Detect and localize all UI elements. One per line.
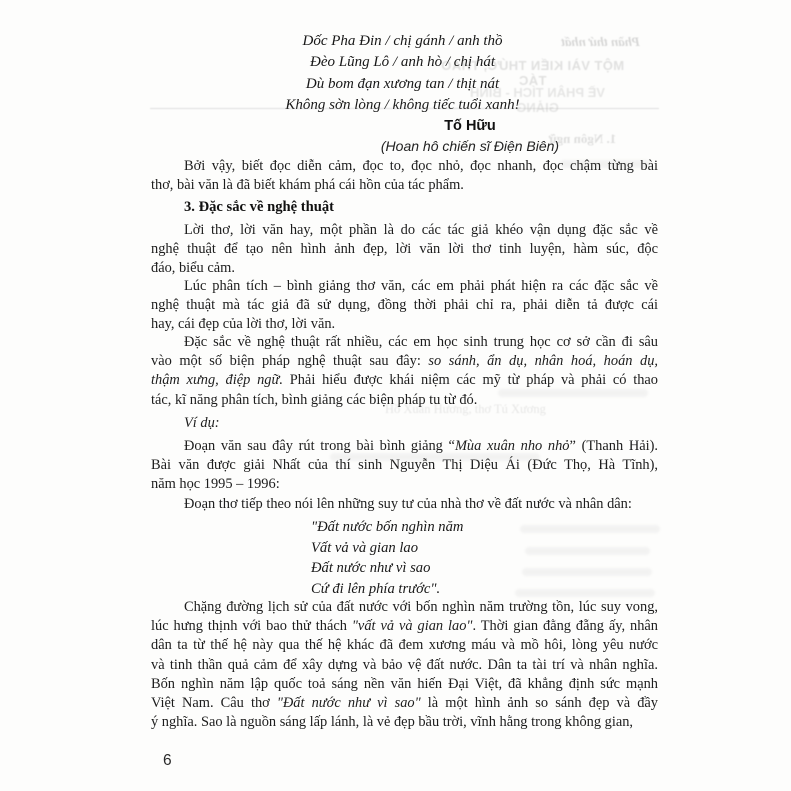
text-line: vào một số biện pháp nghệ thuật sau đây: so sánh, ẩn dụ, nhân hoá, hoán dụ,: [151, 353, 658, 370]
paragraph-luc-phan-tich: [151, 277, 658, 335]
paragraph-doc-dien-cam: [151, 157, 658, 195]
text-line: Việt Nam. Câu thơ "Đất nước như vì sao" là một hình ảnh so sánh đẹp và đầy: [151, 695, 659, 712]
text-line: năm học 1995 – 1996:: [151, 476, 280, 493]
text-line: nghệ thuật mà tác giả đã sử dụng, đồng thời phải chỉ ra, phải diễn tả được cái: [151, 297, 658, 314]
quoted-stanza: [311, 517, 571, 599]
text-line: lúc hưng thịnh với bao thử thách "vất vả và gian lao". Thời gian đằng đẵng ấy, nhân: [151, 618, 658, 635]
poem-line: Dù bom đạn xương tan / thịt nát: [305, 75, 500, 92]
bleedthrough-part-label: Phần thứ nhất: [561, 34, 640, 49]
poem-line: Không sờn lòng / không tiếc tuổi xanh!: [285, 97, 520, 114]
poem-excerpt: [150, 31, 655, 117]
text-line: Lời thơ, lời văn hay, một phần là do các tác giả khéo vận dụng đặc sắc về: [184, 222, 658, 238]
text-line: Bốn nghìn năm lập quốc toả sáng nền văn hiến Đại Việt, đã khẳng định sức mạnh: [151, 675, 658, 692]
heading-text: 3. Đặc sắc về nghệ thuật: [184, 199, 334, 215]
text-line: Đoạn văn sau đây rút trong bài bình giảng “Mùa xuân nho nhỏ” (Thanh Hải).: [184, 438, 658, 454]
text-line: tác, kĩ năng phân tích, bình giảng các biện pháp tu từ đó.: [151, 391, 478, 408]
text-line: Bởi vậy, biết đọc diễn cảm, đọc to, đọc nhỏ, đọc nhanh, đọc chậm từng bài: [184, 158, 658, 174]
page-number: 6: [163, 752, 172, 769]
source-title: (Hoan hô chiến sĩ Điện Biên): [380, 138, 560, 154]
bleedthrough-section-label: 1. Ngôn ngữ: [548, 131, 617, 146]
text-line: ý nghĩa. Sao là nguồn sáng lấp lánh, là vẻ đẹp bầu trời, vĩnh hằng trong không gian,: [151, 714, 634, 731]
text-line: Bài văn được giải Nhất của thí sinh Nguyễn Thị Diệu Ái (Đức Thọ, Hà Tĩnh),: [151, 457, 658, 474]
paragraph-chang-duong: [151, 598, 658, 732]
text-line: Đoạn thơ tiếp theo nói lên những suy tư của nhà thơ về đất nước và nhân dân:: [184, 496, 632, 512]
bleedthrough-title-line1: MỘT VÀI KIẾN THỨC, THAO TÁC: [440, 58, 625, 88]
poem-line: Dốc Pha Đin / chị gánh / anh thồ: [302, 33, 503, 49]
text-line: dân ta từ thế hệ này qua thế hệ khác đã đem xương máu và mồ hôi, lòng yêu nước: [151, 637, 658, 654]
text-line: hay, cái đẹp của lời thơ, lời văn.: [151, 316, 336, 333]
example-label: [151, 414, 658, 433]
author-name: Tố Hữu: [444, 118, 496, 134]
bleedthrough-text-fragment: Hồ Xuân Hương, thơ Tú Xương: [385, 402, 546, 416]
paragraph-bien-phap-nghe-thuat: [151, 333, 658, 410]
quote-line: Vất vả và gian lao: [311, 539, 419, 556]
text-line: Lúc phân tích – bình giảng thơ văn, các em phải phát hiện ra các đặc sắc về: [184, 278, 658, 294]
quote-line: Cứ đi lên phía trước".: [311, 580, 441, 597]
text-line: nghệ thuật để tạo nên hình ảnh đẹp, lời văn lời thơ tinh luyện, hàm súc, độc: [151, 241, 658, 258]
text-line: và tinh thần quả cảm để xây dựng và bảo vệ đất nước. Dân ta tài trí và nhân nghĩa.: [151, 656, 658, 673]
paragraph-doan-tho: [151, 495, 658, 514]
text-line: Đặc sắc về nghệ thuật rất nhiều, các em học sinh trung học cơ sở cần đi sâu: [184, 334, 658, 350]
text-line: đáo, biểu cảm.: [151, 260, 235, 277]
paragraph-loi-tho: [151, 221, 658, 279]
text-line: thậm xưng, điệp ngữ. Phải hiểu được khái niệm các mỹ từ pháp và phải có thao: [151, 372, 658, 389]
text-line: Ví dụ:: [184, 415, 220, 431]
bleedthrough-title-line2: VỀ PHÂN TÍCH - BÌNH GIẢNG: [469, 85, 606, 115]
poem-line: Đèo Lũng Lô / anh hò / chị hát: [309, 54, 495, 71]
text-line: thơ, bài văn là đã biết khám phá cái hồn của tác phẩm.: [151, 177, 464, 194]
poem-attribution: [315, 116, 625, 157]
quote-line: "Đất nước bốn nghìn năm: [311, 519, 464, 535]
quote-line: Đất nước như vì sao: [311, 560, 431, 577]
text-line: Chặng đường lịch sử của đất nước với bốn nghìn năm trường tồn, lúc suy vong,: [184, 599, 658, 615]
paragraph-doan-van: [151, 437, 658, 495]
section-heading: [151, 198, 658, 217]
